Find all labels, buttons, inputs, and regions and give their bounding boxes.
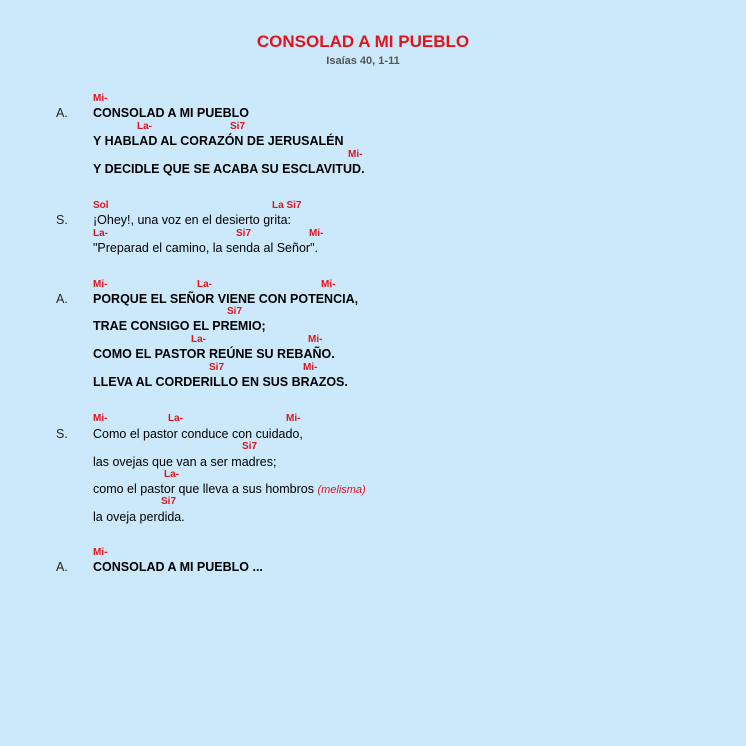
chord: La- [191, 334, 206, 345]
lyric-line: la oveja perdida. [93, 510, 185, 524]
lyric-line: las ovejas que van a ser madres; [93, 455, 277, 469]
speaker-label: S. [56, 427, 68, 441]
lyric-line: Y HABLAD AL CORAZÓN DE JERUSALÉN [93, 134, 344, 148]
chord: Mi- [93, 413, 108, 424]
chord: Mi- [303, 362, 318, 373]
lyric-line: CONSOLAD A MI PUEBLO [93, 106, 250, 120]
lyric-line: Y DECIDLE QUE SE ACABA SU ESCLAVITUD. [93, 162, 365, 176]
melisma-note: (melisma) [317, 484, 366, 496]
lyric-line: LLEVA AL CORDERILLO EN SUS BRAZOS. [93, 375, 348, 389]
lyric-line: TRAE CONSIGO EL PREMIO; [93, 319, 266, 333]
chord: Mi- [348, 149, 363, 160]
lyric-line: ¡Ohey!, una voz en el desierto grita: [93, 213, 292, 227]
lyric-line: PORQUE EL SEÑOR VIENE CON POTENCIA, [93, 292, 359, 306]
chord: Si7 [242, 441, 258, 452]
chord: Si7 [236, 228, 252, 239]
chord: La Si7 [272, 200, 302, 211]
chord: Mi- [93, 547, 108, 558]
chord: La- [168, 413, 183, 424]
lyric-line: "Preparad el camino, la senda al Señor". [93, 241, 318, 255]
chord: La- [93, 228, 108, 239]
chord: Si7 [161, 496, 177, 507]
speaker-label: S. [56, 213, 68, 227]
chord: Si7 [227, 306, 243, 317]
chord: La- [164, 469, 179, 480]
chord: La- [197, 279, 212, 290]
chord: Mi- [93, 279, 108, 290]
lyric-line: CONSOLAD A MI PUEBLO ... [93, 560, 263, 574]
lyric-line [93, 482, 366, 498]
chord: Mi- [321, 279, 336, 290]
lyric-text: como el pastor que lleva a sus hombros [93, 482, 314, 496]
speaker-label: A. [56, 560, 68, 574]
song-title: CONSOLAD A MI PUEBLO [256, 32, 470, 51]
chord: Si7 [230, 121, 246, 132]
chord: Mi- [286, 413, 301, 424]
lyric-line: Como el pastor conduce con cuidado, [93, 427, 303, 441]
chord: Mi- [309, 228, 324, 239]
chord: Sol [93, 200, 109, 211]
chord: La- [137, 121, 152, 132]
chord: Si7 [209, 362, 225, 373]
speaker-label: A. [56, 292, 68, 306]
chord: Mi- [93, 93, 108, 104]
speaker-label: A. [56, 106, 68, 120]
lyric-line: COMO EL PASTOR REÚNE SU REBAÑO. [93, 347, 335, 361]
song-reference: Isaías 40, 1-11 [326, 55, 400, 67]
chord: Mi- [308, 334, 323, 345]
